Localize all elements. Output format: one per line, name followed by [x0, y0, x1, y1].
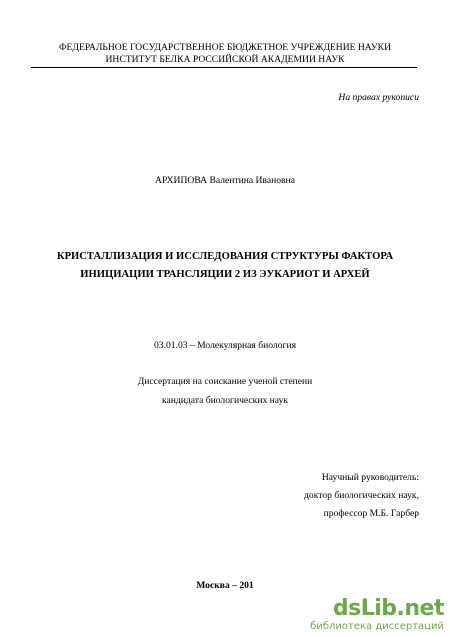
dslib-logo: dsLib.net — [332, 596, 444, 621]
supervisor-name: профессор М.Б. Гарбер — [323, 508, 419, 519]
institution-line-2: ИНСТИТУТ БЕЛКА РОССИЙСКОЙ АКАДЕМИИ НАУК — [105, 54, 345, 65]
thesis-title-line-2: ИНИЦИАЦИИ ТРАНСЛЯЦИИ 2 ИЗ ЭУКАРИОТ И АРХЕЙ — [80, 269, 370, 280]
manuscript-note: На правах рукописи — [338, 92, 419, 103]
degree-line-2: кандидата биологических наук — [161, 395, 289, 406]
specialty-code: 03.01.03 – Молекулярная биология — [153, 340, 297, 351]
author-name: АРХИПОВА Валентина Ивановна — [155, 175, 295, 186]
dslib-watermark — [304, 597, 444, 633]
header-divider — [31, 67, 417, 68]
dslib-subtitle: библиотека диссертаций — [310, 621, 444, 632]
institution-line-1: ФЕДЕРАЛЬНОЕ ГОСУДАРСТВЕННОЕ БЮДЖЕТНОЕ УЧРЕЖДЕНИЕ НАУКИ — [58, 42, 392, 53]
thesis-title-line-1: КРИСТАЛЛИЗАЦИЯ И ИССЛЕДОВАНИЯ СТРУКТУРЫ ФАКТОРА — [56, 251, 394, 262]
place-year: Москва – 201 — [196, 580, 254, 591]
supervisor-label: Научный руководитель: — [321, 472, 419, 483]
degree-line-1: Диссертация на соискание ученой степени — [137, 376, 313, 387]
supervisor-degree: доктор биологических наук, — [304, 490, 419, 501]
